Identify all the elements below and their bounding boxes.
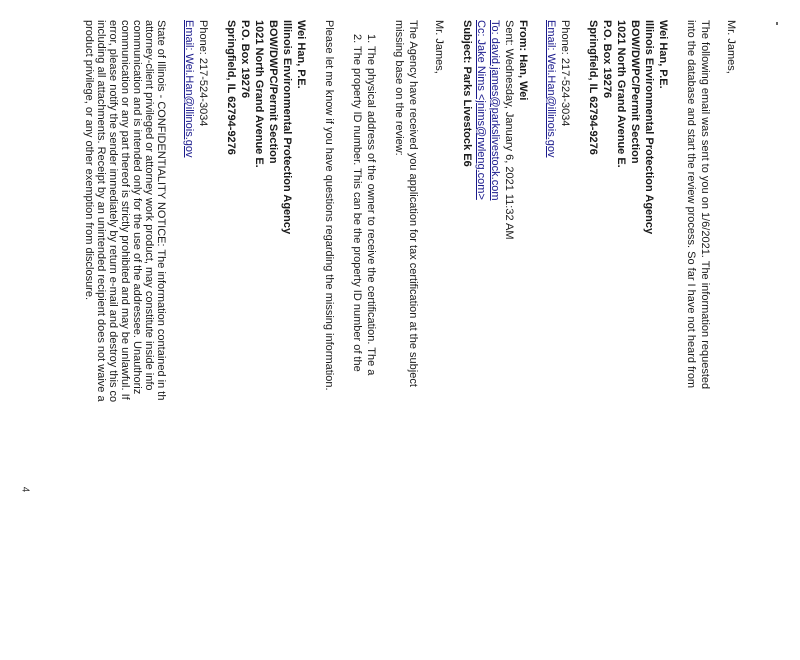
salutation-second: Mr. James,	[433, 20, 445, 74]
sig2-agency: Illinois Environmental Protection Agency	[281, 20, 293, 235]
sig2-email-link[interactable]: Email: Wei.Han@illinois.gov	[183, 20, 195, 158]
notice-line: error, please notify the sender immediately by return e-mail and destroy this co	[107, 20, 119, 403]
sig2-street: 1021 North Grand Avenue E.	[253, 20, 265, 168]
notice-line: including all attachments. Receipt by an unintended recipient does not waive a	[95, 20, 107, 402]
page-number: 4	[19, 486, 31, 493]
notice-line: communication and is intended only for the use of the addressee. Unauthoriz	[131, 20, 143, 395]
sig2-city: Springfield, IL 62794-9276	[225, 20, 237, 155]
agency-line-1: The Agency have received you application for tax certification at the subject	[407, 20, 419, 387]
header-to[interactable]: To: david.james@parkslivestock.com	[489, 20, 501, 201]
notice-line: State of Illinois - CONFIDENTIALITY NOTICE: The information contained in th	[155, 20, 167, 401]
header-from: From: Han, Wei	[517, 20, 529, 101]
sig1-section: BOW/DWPC/Permit Section	[629, 20, 641, 164]
sig1-phone: Phone: 217-524-3034	[559, 20, 571, 127]
intro-line-2: into the database and start the review process. So far I have not heard from	[685, 20, 697, 389]
sig2-pobox: P.O. Box 19276	[239, 20, 251, 99]
scan-speck	[776, 22, 778, 25]
sig1-street: 1021 North Grand Avenue E.	[615, 20, 627, 168]
sig1-agency: Illinois Environmental Protection Agency	[643, 20, 655, 235]
header-sent: Sent: Wednesday, January 6, 2021 11:32 AM	[503, 20, 515, 240]
header-subject: Subject: Parks Livestock E6	[461, 20, 473, 167]
sig2-section: BOW/DWPC/Permit Section	[267, 20, 279, 164]
intro-line-1: The following email was sent to you on 1/6/2021. The information requested	[699, 20, 711, 390]
sig2-name: Wei Han, P.E.	[295, 20, 307, 89]
sig1-pobox: P.O. Box 19276	[601, 20, 613, 99]
sig1-city: Springfield, IL 62794-9276	[587, 20, 599, 155]
list-item: 1. The physical address of the owner to receive the certification. The a	[365, 34, 377, 376]
rotated-email-body	[50, 20, 750, 660]
agency-line-2: missing base on the review:	[393, 20, 405, 156]
notice-line: communication or any part thereof is strictly prohibited and may be unlawful. If	[119, 20, 131, 400]
header-cc[interactable]: Cc: Jake Nims <jnims@rwleng.com>	[475, 20, 487, 200]
questions-line: Please let me know if you have questions regarding the missing information.	[323, 20, 335, 391]
list-item: 2. The property ID number. This can be the property ID number of the	[351, 34, 363, 372]
salutation-top: Mr. James,	[725, 20, 737, 74]
sig2-phone: Phone: 217-524-3034	[197, 20, 209, 127]
sig1-name: Wei Han, P.E.	[657, 20, 669, 89]
sig1-email-link[interactable]: Email: Wei.Han@illinois.gov	[545, 20, 557, 158]
notice-line: attorney-client privileged or attorney work product, may constitute inside info	[143, 20, 155, 391]
notice-line: product privilege, or any other exemption from disclosure.	[83, 20, 95, 301]
